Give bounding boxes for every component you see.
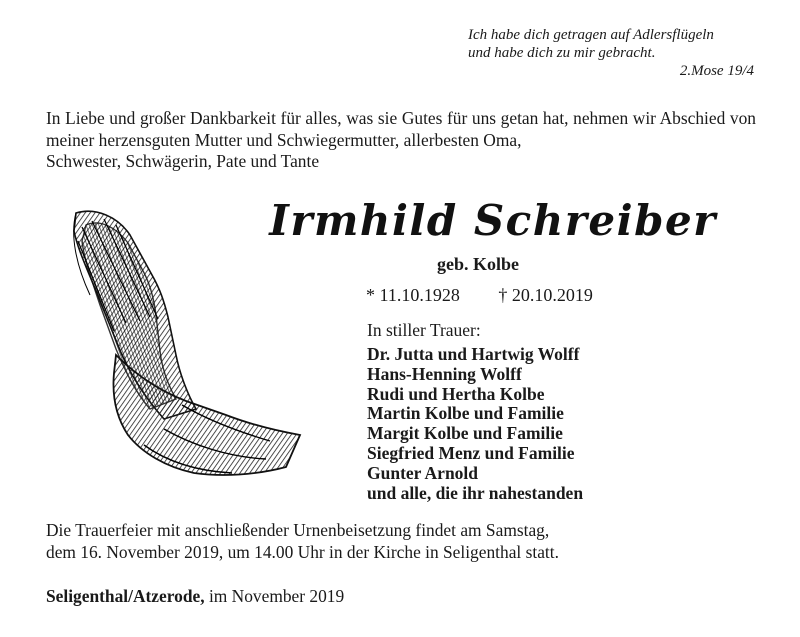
- mourner-item: Rudi und Hertha Kolbe: [367, 383, 545, 404]
- quote-line-2: und habe dich zu mir gebracht.: [468, 45, 656, 61]
- mourner-item: Martin Kolbe und Familie: [367, 403, 564, 424]
- death-date: † 20.10.2019: [498, 285, 593, 305]
- intro-text: [46, 108, 756, 173]
- maiden-name: geb. Kolbe: [437, 254, 520, 274]
- place-and-date: [46, 586, 344, 607]
- mourner-item: Dr. Jutta und Hartwig Wolff: [367, 344, 580, 364]
- quote-reference: 2.Mose 19/4: [679, 63, 754, 79]
- life-dates: [366, 285, 593, 306]
- mourners-list: [367, 345, 583, 503]
- birth-date: * 11.10.1928: [366, 285, 460, 305]
- closing-date: im November 2019: [208, 586, 345, 606]
- intro-text-main: In Liebe und großer Dankbarkeit für alles, was sie Gutes für uns getan hat, nehmen wir Abschied von meiner herzensguten Mutter und Schwiegermutter, allerbesten Oma,: [46, 108, 756, 150]
- mourner-item: Siegfried Menz und Familie: [367, 442, 575, 463]
- mourner-item: Hans-Henning Wolff: [367, 363, 522, 384]
- mourners-label: In stiller Trauer:: [367, 320, 481, 340]
- funeral-service-info: [46, 519, 766, 563]
- bible-quote: [468, 26, 768, 80]
- service-line-2: dem 16. November 2019, um 14.00 Uhr in der Kirche in Seligenthal statt.: [46, 542, 559, 562]
- mourner-item: Margit Kolbe und Familie: [367, 423, 563, 444]
- service-line-1: Die Trauerfeier mit anschließender Urnenbeisetzung findet am Samstag,: [46, 520, 550, 540]
- intro-text-last: Schwester, Schwägerin, Pate und Tante: [46, 151, 320, 171]
- quote-line-1: Ich habe dich getragen auf Adlersflügeln: [468, 27, 714, 43]
- mourner-item: Gunter Arnold: [367, 462, 479, 483]
- deceased-name: Irmhild Schreiber: [269, 196, 717, 245]
- mourner-item: und alle, die ihr nahestanden: [367, 482, 584, 503]
- praying-hands-icon: [56, 205, 304, 483]
- place-name: Seligenthal/Atzerode,: [46, 586, 205, 606]
